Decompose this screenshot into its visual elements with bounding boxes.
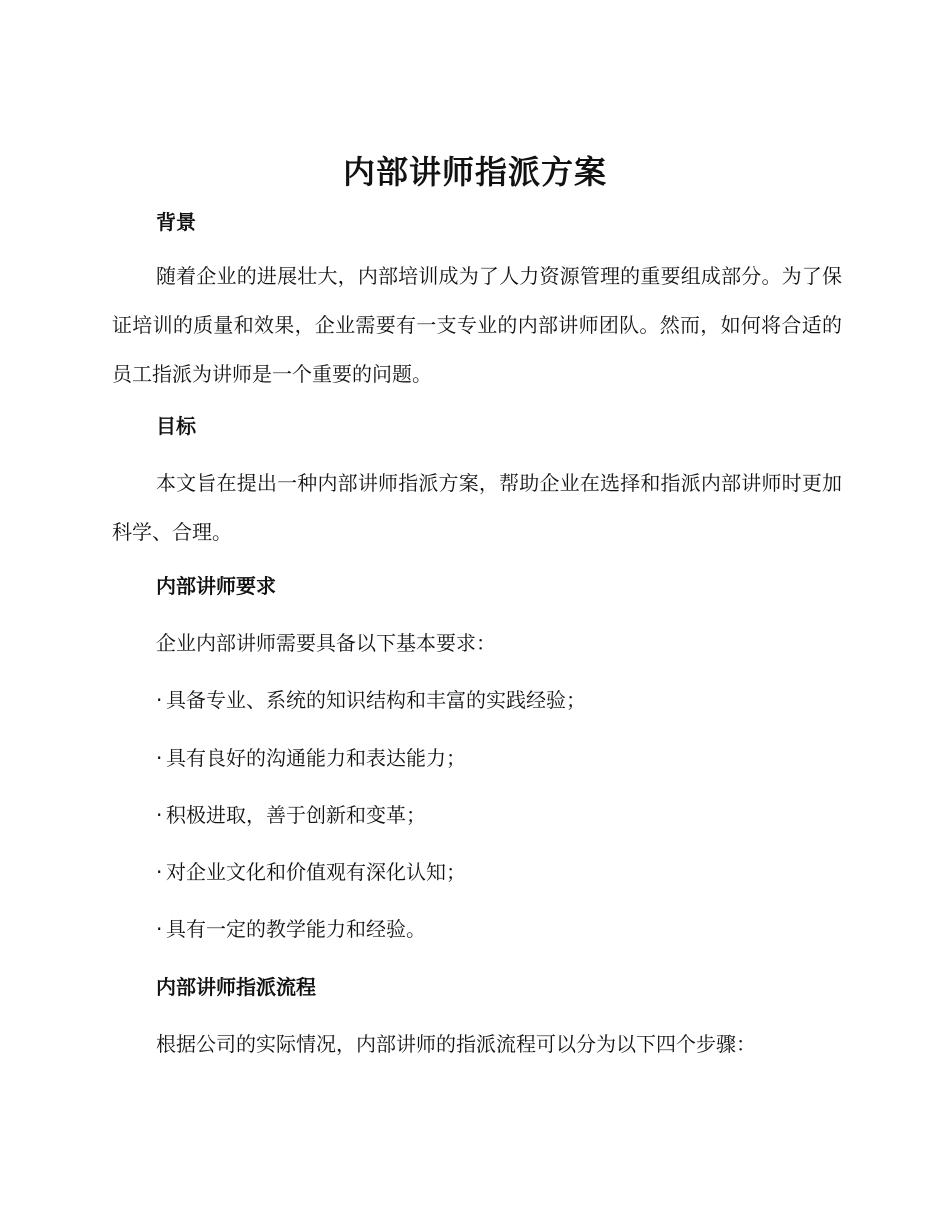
list-item xyxy=(156,800,426,830)
bullet-dot: · xyxy=(156,860,163,884)
paragraph-background: 随着企业的进展壮大，内部培训成为了人力资源管理的重要组成部分。为了保证培训的质量和效果，企业需要有一支专业的内部讲师团队。然而，如何将合适的员工指派为讲师是一个重要的问题。 xyxy=(112,264,842,386)
list-item-text: 具备专业、系统的知识结构和丰富的实践经验； xyxy=(166,688,586,712)
section-heading-background: 背景 xyxy=(156,210,196,234)
bullet-dot: · xyxy=(156,803,163,827)
section-heading-goal: 目标 xyxy=(156,414,196,438)
document-title: 内部讲师指派方案 xyxy=(342,153,607,191)
bullet-dot: · xyxy=(156,746,163,770)
list-item xyxy=(156,685,586,715)
list-item-text: 具有一定的教学能力和经验。 xyxy=(166,917,426,941)
requirements-intro: 企业内部讲师需要具备以下基本要求： xyxy=(156,631,496,655)
list-item xyxy=(156,743,466,773)
list-item-text: 积极进取，善于创新和变革； xyxy=(166,803,426,827)
list-item xyxy=(156,857,466,887)
section-heading-requirements: 内部讲师要求 xyxy=(156,574,276,598)
paragraph-goal: 本文旨在提出一种内部讲师指派方案，帮助企业在选择和指派内部讲师时更加科学、合理。 xyxy=(112,471,842,544)
process-intro: 根据公司的实际情况，内部讲师的指派流程可以分为以下四个步骤： xyxy=(156,1032,756,1056)
list-item xyxy=(156,914,426,944)
bullet-dot: · xyxy=(156,917,163,941)
list-item-text: 对企业文化和价值观有深化认知； xyxy=(166,860,466,884)
section-heading-process: 内部讲师指派流程 xyxy=(156,975,316,999)
bullet-dot: · xyxy=(156,688,163,712)
list-item-text: 具有良好的沟通能力和表达能力； xyxy=(166,746,466,770)
